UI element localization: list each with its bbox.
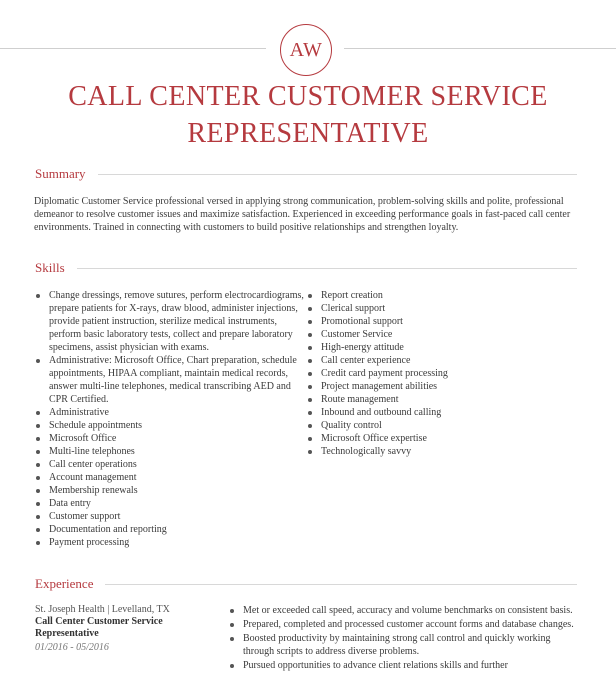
skills-list-left xyxy=(35,289,305,549)
job-title: Call Center Customer Service Representative xyxy=(35,616,163,639)
skill-item: Inbound and outbound calling xyxy=(307,406,527,419)
skill-item: Account management xyxy=(35,471,305,484)
skill-item: Data entry xyxy=(35,497,305,510)
summary-heading: Summary xyxy=(35,166,86,181)
skill-item: Credit card payment processing xyxy=(307,367,527,380)
monogram-initials: AW xyxy=(289,38,323,61)
skills-list-right xyxy=(307,289,527,458)
skill-item: Schedule appointments xyxy=(35,419,305,432)
job-meta xyxy=(35,604,215,654)
experience-bullets xyxy=(229,604,574,673)
title-line-2: REPRESENTATIVE xyxy=(187,118,429,149)
skills-heading: Skills xyxy=(35,260,65,275)
title-line-1: CALL CENTER CUSTOMER SERVICE xyxy=(68,81,548,112)
experience-bullet: Prepared, completed and processed customer account forms and database changes. xyxy=(229,618,574,631)
experience-bullet: Boosted productivity by maintaining strong call control and quickly working through scripts to address diverse problems. xyxy=(229,632,574,658)
header-rule-right xyxy=(344,48,616,49)
skills-section-header xyxy=(35,260,577,276)
experience-section-header xyxy=(35,576,577,592)
job-dates: 01/2016 - 05/2016 xyxy=(35,642,109,653)
experience-divider xyxy=(105,584,577,585)
employer-location: St. Joseph Health | Levelland, TX xyxy=(35,604,170,615)
skill-item: Administrative xyxy=(35,406,305,419)
experience-bullet: Pursued opportunities to advance client relations skills and further xyxy=(229,659,574,672)
skill-item: Microsoft Office xyxy=(35,432,305,445)
resume-title xyxy=(0,78,616,152)
skill-item: Technologically savvy xyxy=(307,445,527,458)
skill-item: Route management xyxy=(307,393,527,406)
skills-divider xyxy=(77,268,577,269)
skill-item: Administrative: Microsoft Office, Chart preparation, schedule appointments, HIPAA compliant, maintain medical records, answer multi-line telephones, medical transcribing AED and CPR Certified. xyxy=(35,354,305,406)
summary-divider xyxy=(98,174,577,175)
summary-text: Diplomatic Customer Service professional versed in applying strong communication, problem-solving skills and polite, professional demeanor to resolve customer issues and maximize satisfaction. Experienced in exceeding performance goals in fast-paced call center environments. Trained in connecting with customers to build positive relationships and strengthen loyalty. xyxy=(34,196,571,233)
skill-item: Customer support xyxy=(35,510,305,523)
experience-heading: Experience xyxy=(35,576,94,591)
skill-item: Membership renewals xyxy=(35,484,305,497)
skill-item: Call center operations xyxy=(35,458,305,471)
experience-bullet: Met or exceeded call speed, accuracy and volume benchmarks on consistent basis. xyxy=(229,604,574,617)
skill-item: Multi-line telephones xyxy=(35,445,305,458)
skill-item: Call center experience xyxy=(307,354,527,367)
summary-section-header xyxy=(35,166,577,182)
skill-item: High-energy attitude xyxy=(307,341,527,354)
skill-item: Customer Service xyxy=(307,328,527,341)
skill-item: Documentation and reporting xyxy=(35,523,305,536)
skill-item: Promotional support xyxy=(307,315,527,328)
skill-item: Project management abilities xyxy=(307,380,527,393)
skill-item: Quality control xyxy=(307,419,527,432)
skill-item: Payment processing xyxy=(35,536,305,549)
header-rule-left xyxy=(0,48,266,49)
skill-item: Change dressings, remove sutures, perform electrocardiograms, prepare patients for X-rays, draw blood, administer injections, provide patient instruction, sterilize medical instruments, perform basic laboratory tests, collect and prepare laboratory specimens, assist physician with exams. xyxy=(35,289,305,354)
skill-item: Microsoft Office expertise xyxy=(307,432,527,445)
skill-item: Clerical support xyxy=(307,302,527,315)
monogram-badge xyxy=(280,24,332,76)
skill-item: Report creation xyxy=(307,289,527,302)
